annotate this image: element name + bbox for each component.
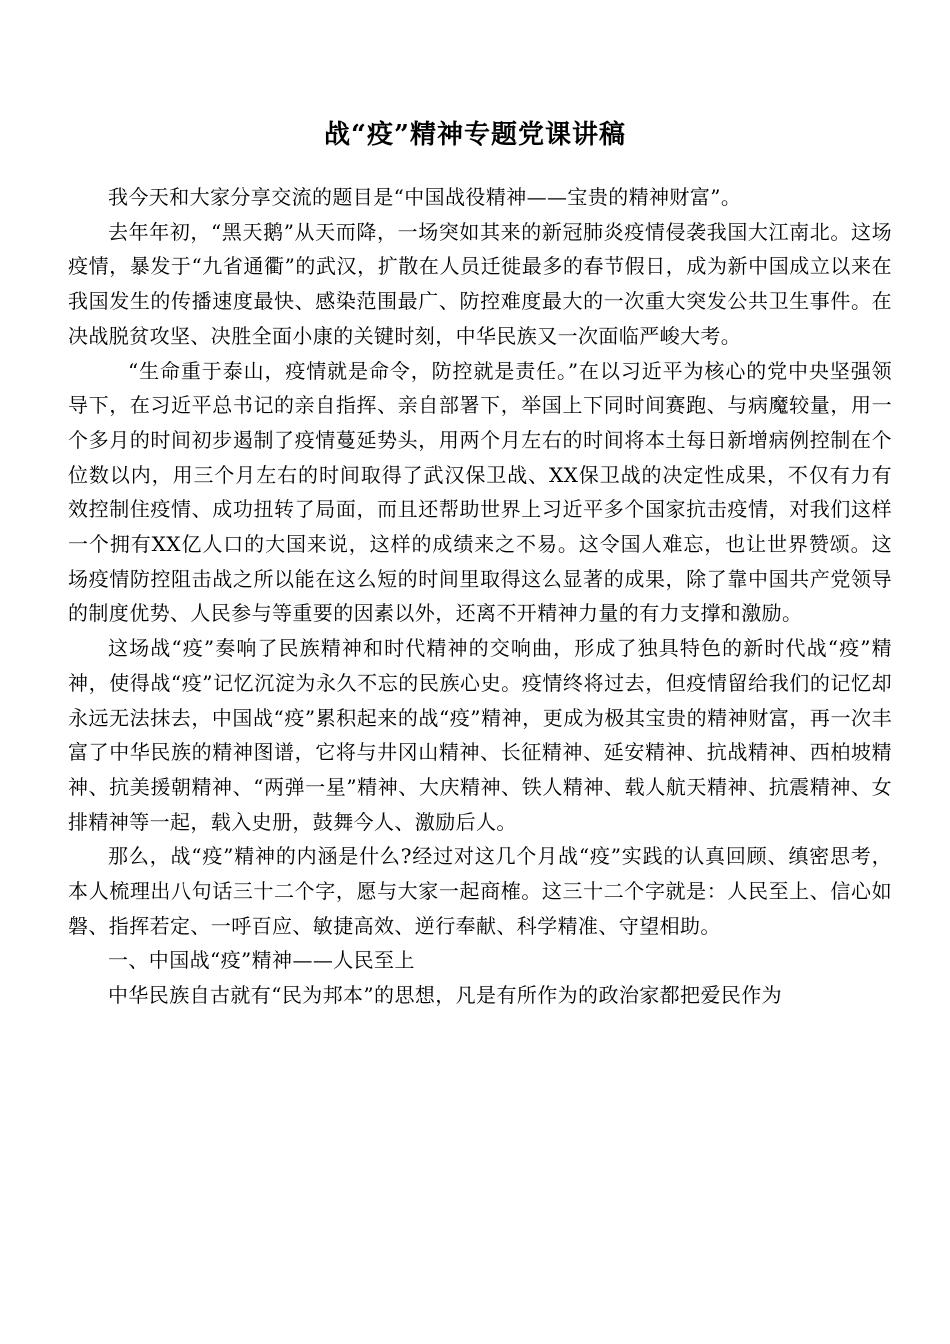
- section-heading-1: 一、中国战“疫”精神——人民至上: [108, 948, 415, 973]
- paragraph-opening: 我今天和大家分享交流的题目是“中国战役精神——宝贵的精神财富”。: [108, 185, 742, 209]
- document-body: [68, 180, 892, 1013]
- paragraph-quote: “生命重于泰山，疫情就是命令，防控就是责任。”在以习近平为核心的党中央坚强领导下，在习近平总书记的亲自指挥、亲自部署下，举国上下同时间赛跑、与病魔较量，用一个多月的时间初步遏制了疫情蔓延势头，用两个月左右的时间将本土每日新增病例控制在个位数以内，用三个月左右的时间取得了武汉保卫战、XX保卫战的决定性成果，不仅有力有效控制住疫情、成功扭转了局面，而且还帮助世界上习近平多个国家抗击疫情，对我们这样一个拥有XX亿人口的大国来说，这样的成绩来之不易。这令国人难忘，也让世界赞颂。这场疫情防控阻击战之所以能在这么短的时间里取得这么显著的成果，除了靠中国共产党领导的制度优势、人民参与等重要的因素以外，还离不开精神力量的有力支撑和激励。: [68, 358, 892, 626]
- paragraph-connotation: 那么，战“疫”精神的内涵是什么?经过对这几个月战“疫”实践的认真回顾、缜密思考，本人梳理出八句话三十二个字，愿与大家一起商榷。这三十二个字就是：人民至上、信心如磐、指挥若定、一呼百应、敏捷高效、逆行奉献、科学精准、守望相助。: [68, 844, 892, 938]
- paragraph-section-1: 中华民族自古就有“民为邦本”的思想，凡是有所作为的政治家都把爱民作为: [108, 983, 783, 1008]
- paragraph-spirit: 这场战“疫”奏响了民族精神和时代精神的交响曲，形成了独具特色的新时代战“疫”精神，使得战“疫”记忆沉淀为永久不忘的民族心史。疫情终将过去，但疫情留给我们的记忆却永远无法抹去，中国战“疫”累积起来的战“疫”精神，更成为极其宝贵的精神财富，再一次丰富了中华民族的精神图谱，它将与井冈山精神、长征精神、延安精神、抗战精神、西柏坡精神、抗美援朝精神、“两弹一星”精神、大庆精神、铁人精神、载人航天精神、抗震精神、女排精神等一起，载入史册，鼓舞今人、激励后人。: [68, 636, 892, 834]
- paragraph-background: 去年年初，“黑天鹅”从天而降，一场突如其来的新冠肺炎疫情侵袭我国大江南北。这场疫情，暴发于“九省通衢”的武汉，扩散在人员迁徙最多的春节假日，成为新中国成立以来在我国发生的传播速度最快、感染范围最广、防控难度最大的一次重大突发公共卫生事件。在决战脱贫攻坚、决胜全面小康的关键时刻，中华民族又一次面临严峻大考。: [68, 219, 892, 348]
- document-title: 战“疫”精神专题党课讲稿: [324, 120, 626, 151]
